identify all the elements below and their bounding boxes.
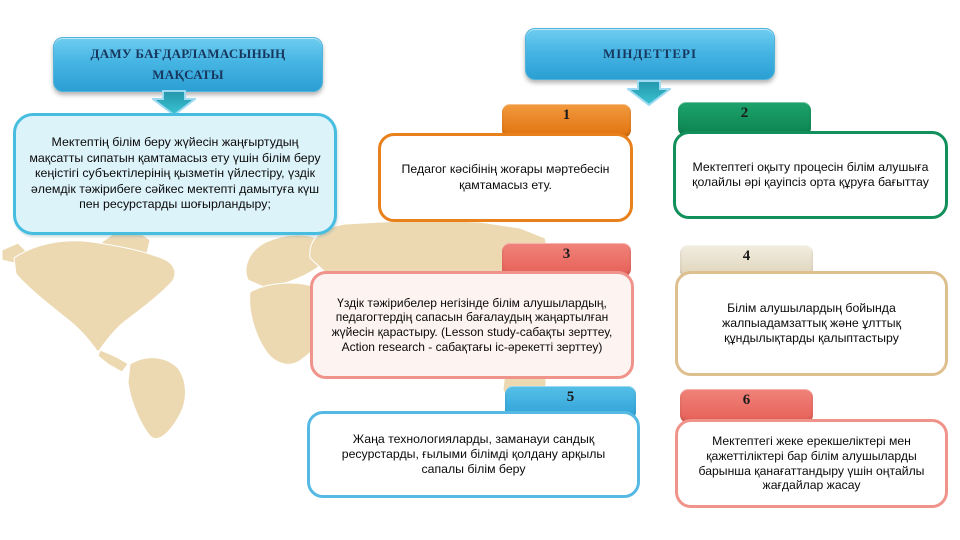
task-number: 3 [562,246,571,262]
task-number: 5 [566,389,575,405]
task-6-number-tab [680,389,813,423]
task-1-text: Педагог кәсібінің жоғары мәртебесін қамтамасыз ету. [401,162,610,192]
task-1-group [378,104,633,222]
task-3-card [310,271,634,379]
task-3-text: Үздік тәжірибелер негізінде білім алушылардың, педагогтердің сапасын бағалаудың жаңартылған жүйесін қарастыру. (Lesson study-сабақты зерттеу, Action research - сабақтағы іс-әрекетті зерттеу) [331,295,613,354]
task-5-card [307,411,640,498]
task-number: 2 [740,105,749,121]
task-6-card [675,419,948,508]
task-6-group [675,389,948,508]
task-3-group [310,243,634,379]
task-2-text: Мектептегі оқыту процесін білім алушыға қолайлы әрі қауіпсіз орта құруға бағыттау [692,159,929,189]
task-number: 6 [742,392,751,408]
goal-text-box [13,113,337,235]
down-arrow-icon [627,80,671,106]
task-4-card [675,271,948,376]
task-6-text: Мектептегі жеке ерекшеліктері мен қажеттіліктері бар білім алушыларды барынша қанағаттандыру үшін оңтайлы жағдайлар жасау [698,434,925,493]
goal-header-label: ДАМУ БАҒДАРЛАМАСЫНЫҢ МАҚСАТЫ [90,46,286,82]
task-1-card [378,133,633,222]
tasks-header [525,28,775,80]
task-5-group [307,386,640,498]
task-5-text: Жаңа технологияларды, заманауи сандық ресурстарды, ғылыми білімді қолдану арқылы сапалы білім беру [341,431,606,477]
task-number: 4 [742,248,751,264]
task-2-group [673,102,948,219]
task-4-group [675,245,948,376]
task-number: 1 [562,107,571,123]
task-4-text: Білім алушылардың бойында жалпыадамзаттық және ұлттық құндылықтарды қалыптастыру [722,300,901,346]
goal-header [53,37,323,92]
task-2-card [673,131,948,219]
tasks-header-label: МІНДЕТТЕРІ [602,45,698,61]
goal-text: Мектептің білім беру жүйесін жаңғыртудың мақсатты сипатын қамтамасыз ету үшін білім беру кеңістігі субъектілерінің қызметін үйлестіру, үздік әлемдік тәжірибеге сәйкес мектепті дамытуға күш пен ресурстарды шоғырландыру; [29,134,321,212]
